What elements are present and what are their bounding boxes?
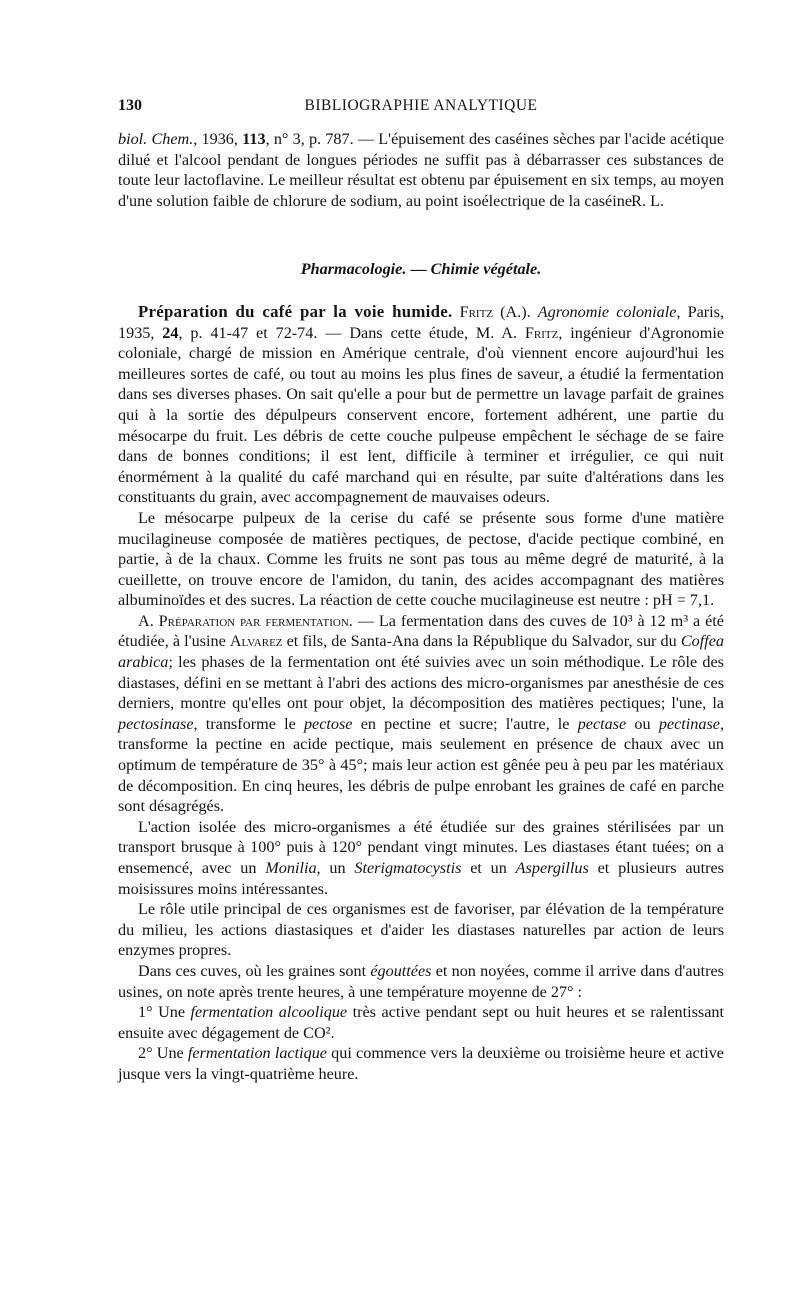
paragraph-text: et plusieurs autres moisissures moins intéressantes. — [118, 859, 724, 898]
list-marker: 2° Une — [138, 1044, 188, 1063]
company-name: Alvarez — [229, 632, 283, 651]
subsection-heading: A. Préparation par fermentation. — [138, 611, 353, 630]
paragraph-text: , transforme le — [193, 714, 304, 733]
paragraph-role: Le rôle utile principal de ces organismes est de favoriser, par élévation de la température du milieu, les actions diastasiques et d'aider les diastases naturelles par action de leurs enzymes propres. — [118, 900, 724, 960]
citation-volume: 24 — [162, 323, 179, 342]
paragraph-text: , transforme la pectine en acide pectique, mais seulement en présence de chaux avec un optimum de température de 35° à 45°; mais leur action est gênée peu à peu par les matériaux de décomposition. En cinq heures, les débris de pulpe enrobant les graines de café en parche sont désagrégés. — [118, 714, 724, 816]
abstract-text: , n° 3, p. 787. — L'épuisement des caséines sèches par l'acide acétique dilué et l'alcool pendant de longues périodes ne suffit pas à débarrasser ces substances de toute leur lactoflavine. Le meilleur résultat est obtenu par épuisement en six temps, au moyen d'une solution faible de chlorure de sodium, au point isoélectrique de la caséine. — [118, 130, 725, 210]
paragraph-text: et non noyées, comme il arrive dans d'autres usines, on note après trente heures, à une température moyenne de 27° : — [118, 961, 724, 1001]
paragraph-text: ou — [626, 714, 659, 733]
paragraph-fermentation — [118, 611, 724, 817]
journal-name: Agronomie coloniale — [537, 302, 677, 321]
paragraph-text: et fils, de Santa-Ana dans la République du Salvador, sur du — [282, 632, 681, 651]
paragraph-text: très active pendant sept ou huit heures et se ralentissant ensuite avec dégagement de CO². — [118, 1003, 724, 1042]
paragraph-text: qui commence vers la deuxième ou troisième heure et active jusque vers la vingt-quatrième heure. — [118, 1044, 724, 1083]
paragraph-text: Dans ces cuves, où les graines sont — [138, 961, 371, 980]
paragraph-text: ; les phases de la fermentation ont été suivies avec un soin méthodique. Le rôle des diastases, défini en se mettant à l'abri des actions des micro-organismes par anesthésie de ces derniers, montre qu'elles ont pour objet, la décomposition des matières pectiques; l'une, la — [118, 653, 724, 713]
term: égouttées — [370, 961, 432, 980]
term: fermentation alcoolique — [190, 1003, 348, 1022]
paragraph-text: L'action isolée des micro-organismes a été étudiée sur des graines stérilisées par un transport brusque à 100° puis à 120° pendant vingt minutes. Les diastases étant tuées; on a ensemencé, avec un — [118, 817, 724, 877]
abstract-signature: R. L. — [631, 191, 664, 210]
article-author: Fritz (A.). — [459, 302, 531, 321]
citation-year: , 1936, — [193, 130, 243, 148]
term: pectosinase — [118, 714, 194, 733]
term: pectose — [303, 714, 353, 733]
species-name: Coffea arabica — [118, 632, 724, 672]
section-heading: Pharmacologie. — Chimie végétale. — [300, 260, 542, 279]
paragraph-text: et un — [461, 859, 516, 877]
list-marker: 1° Une — [138, 1003, 191, 1022]
running-header — [118, 96, 724, 120]
author-name: Fritz — [524, 323, 559, 342]
paragraph-cuves — [118, 961, 724, 1002]
paragraph-text: , un — [316, 859, 355, 877]
journal-name: biol. Chem. — [118, 130, 194, 148]
list-item-lactic — [118, 1043, 724, 1084]
page-number: 130 — [118, 97, 142, 114]
paragraph-micro-organisms — [118, 817, 724, 899]
citation-pages: , p. 41-47 et 72-74. — Dans cette étude, M. A. — [178, 323, 525, 342]
article-intro — [118, 302, 724, 508]
term: pectinase — [658, 714, 720, 733]
organism-name: Sterigmatocystis — [354, 859, 462, 877]
term: pectase — [577, 714, 627, 733]
citation-place-year: , Paris, 1935, — [118, 302, 724, 342]
paragraph-text: en pectine et sucre; l'autre, le — [352, 714, 578, 733]
citation-volume: 113 — [242, 130, 266, 148]
organism-name: Monilia — [265, 859, 317, 877]
paragraph-mesocarp: Le mésocarpe pulpeux de la cerise du café se présente sous forme d'une matière mucilagineuse composée de matières pectiques, de pectose, d'acide pectique combiné, en partie, à de la chaux. Comme les fruits ne sont pas tous au même degré de maturité, à la cueillette, on trouve encore de l'amidon, du tanin, des acides accompagnant des matières albuminoïdes et des sucres. La réaction de cette couche mucilagineuse est neutre : pH = 7,1. — [118, 508, 724, 610]
journal-page — [118, 96, 724, 1085]
organism-name: Aspergillus — [515, 859, 589, 877]
paragraph-text: — La fermentation dans des cuves de 10³ à 12 m³ a été étudiée, à l'usine — [118, 611, 724, 651]
list-item-alcoholic — [118, 1002, 724, 1043]
running-title: BIBLIOGRAPHIE ANALYTIQUE — [304, 97, 538, 114]
intro-text: , ingénieur d'Agronomie coloniale, chargé de mission en Amérique centrale, d'où viennent encore aujourd'hui les meilleures sortes de café, ou tout au moins les plus fines de saveur, a étudié la fermentation dans ses diverses phases. On sait qu'elle a pour but de permettre un lavage parfait de graines qui à la sortie des dépulpeurs conservent encore, fortement adhérent, une partie du mésocarpe du fruit. Les débris de cette couche pulpeuse empêchent le séchage de se faire dans de bonnes conditions; il est lent, difficile à terminer et irrégulier, ce qui nuit énormément à la qualité du café marchand qui en résulte, par suite d'altérations dans les constituants du grain, avec accompagnement de mauvaises odeurs. — [118, 323, 724, 507]
article-title: Préparation du café par la voie humide. — [138, 301, 453, 321]
term: fermentation lactique — [187, 1044, 327, 1063]
